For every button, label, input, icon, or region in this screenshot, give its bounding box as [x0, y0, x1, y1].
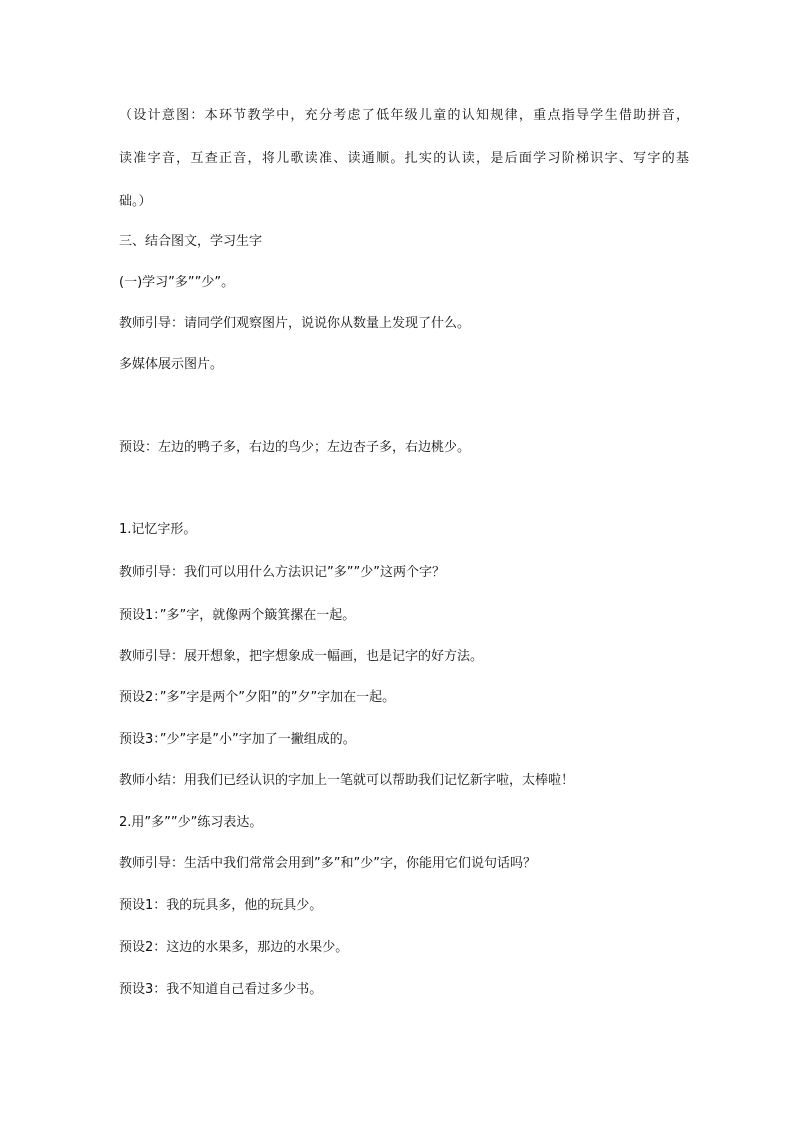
teacher-guide-line: 教师引导：生活中我们常常会用到”多”和”少”字，你能用它们说句话吗？: [119, 856, 536, 871]
preset-line: 预设2：”多”字是两个”夕阳”的”夕”字加在一起。: [119, 690, 396, 705]
subsection-heading: (一)学习”多””少”。: [119, 275, 235, 290]
preset-line: 预设3：我不知道自己看过多少书。: [119, 982, 323, 997]
teacher-guide-line: 教师引导：展开想象，把字想象成一幅画，也是记字的好方法。: [119, 649, 484, 664]
design-intent-line-2: 读准字音，互查正音，将儿歌读准、读通顺。扎实的认读，是后面学习阶梯识字、写字的基: [119, 151, 689, 166]
design-intent-line-3: 础。）: [119, 194, 152, 209]
multimedia-line: 多媒体展示图片。: [119, 357, 224, 372]
teacher-summary-line: 教师小结：用我们已经认识的字加上一笔就可以帮助我们记忆新字啦，太棒啦！: [119, 773, 575, 788]
preset-line: 预设1：”多”字，就像两个簸箕摞在一起。: [119, 608, 356, 623]
section-heading: 三、结合图文，学习生字: [119, 234, 263, 249]
design-intent-line-1: （设计意图：本环节教学中，充分考虑了低年级儿童的认知规律，重点指导学生借助拼音，: [119, 108, 689, 123]
step-heading: 1.记忆字形。: [119, 522, 197, 537]
teacher-guide-line: 教师引导：请同学们观察图片，说说你从数量上发现了什么。: [119, 316, 471, 331]
preset-line: 预设2：这边的水果多，那边的水果少。: [119, 940, 349, 955]
step-heading: 2.用”多””少”练习表达。: [119, 815, 263, 830]
preset-line: 预设：左边的鸭子多，右边的鸟少；左边杏子多，右边桃少。: [119, 440, 471, 455]
preset-line: 预设3：”少”字是”小”字加了一撇组成的。: [119, 732, 356, 747]
teacher-guide-line: 教师引导：我们可以用什么方法识记”多””少”这两个字？: [119, 565, 445, 580]
preset-line: 预设1：我的玩具多，他的玩具少。: [119, 898, 323, 913]
